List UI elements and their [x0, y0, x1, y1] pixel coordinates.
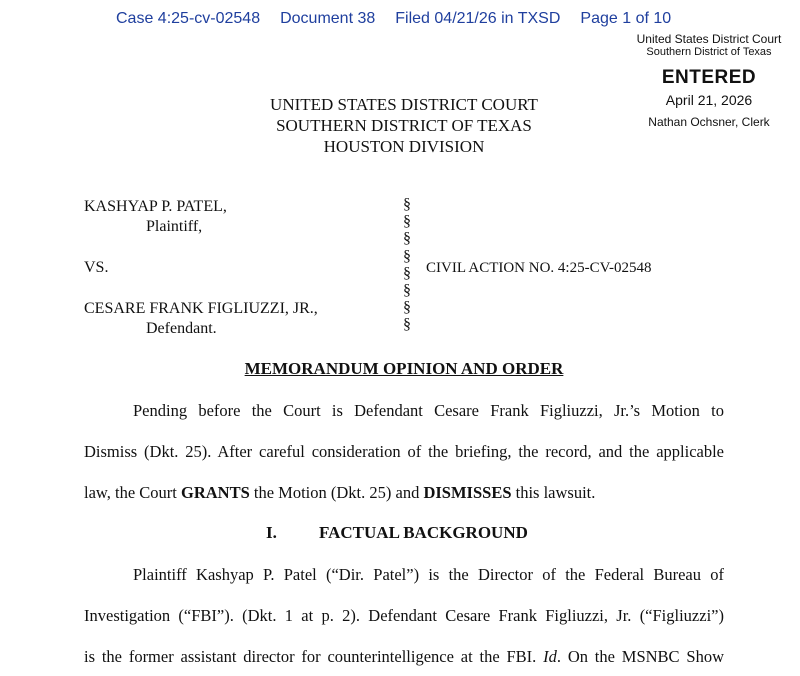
background-text: is the former assistant director for counterintelligence at the FBI.: [84, 647, 544, 666]
court-title: [200, 94, 608, 157]
versus-label: VS.: [84, 259, 109, 276]
section-heading: [266, 523, 528, 543]
case-number: Case 4:25-cv-02548: [116, 10, 261, 27]
stamp-status: ENTERED: [661, 67, 757, 88]
dismisses-keyword: DISMISSES: [423, 483, 512, 502]
intro-text: law, the Court: [84, 483, 181, 502]
memorandum-title: MEMORANDUM OPINION AND ORDER: [244, 359, 564, 378]
background-line-1: Plaintiff Kashyap P. Patel (“Dir. Patel”) is the Director of the Federal Bureau of: [133, 565, 724, 584]
background-line-2: Investigation (“FBI”). (Dkt. 1 at p. 2). Defendant Cesare Frank Figliuzzi, Jr. (“Figliuzzi”): [84, 606, 724, 625]
section-title: FACTUAL BACKGROUND: [319, 523, 528, 542]
court-title-line: HOUSTON DIVISION: [323, 137, 485, 156]
section-symbol-column: [400, 196, 414, 334]
section-symbol: §: [403, 281, 411, 299]
intro-text: the Motion (Dkt. 25) and: [249, 483, 424, 502]
section-symbol: §: [403, 264, 411, 282]
stamp-clerk: Nathan Ochsner, Clerk: [648, 115, 770, 129]
civil-action-number: CIVIL ACTION NO. 4:25-CV-02548: [426, 260, 652, 276]
intro-line-2: Dismiss (Dkt. 25). After careful consideration of the briefing, the record, and the applicable: [84, 442, 724, 461]
plaintiff-role: Plaintiff,: [146, 218, 203, 235]
background-line-3: [84, 647, 724, 667]
section-symbol: §: [403, 247, 411, 265]
grants-keyword: GRANTS: [181, 483, 250, 502]
plaintiff-name: KASHYAP P. PATEL,: [84, 198, 227, 215]
filed-date: Filed 04/21/26 in TXSD: [395, 10, 561, 27]
section-symbol: §: [403, 196, 411, 213]
intro-text: this lawsuit.: [511, 483, 596, 502]
court-title-line: SOUTHERN DISTRICT OF TEXAS: [276, 116, 532, 135]
entered-stamp: [618, 32, 800, 129]
section-symbol: §: [403, 299, 411, 317]
stamp-date: April 21, 2026: [665, 92, 753, 108]
background-text: . On the MSNBC Show: [556, 647, 724, 666]
section-symbol: §: [403, 213, 411, 231]
document-number: Document 38: [280, 10, 376, 27]
court-title-line: UNITED STATES DISTRICT COURT: [270, 95, 538, 114]
ecf-header: [116, 10, 671, 28]
section-symbol: §: [403, 230, 411, 248]
intro-line-3: [84, 483, 724, 503]
intro-line-1: Pending before the Court is Defendant Cesare Frank Figliuzzi, Jr.’s Motion to: [133, 401, 724, 420]
stamp-court: United States District Court: [636, 32, 782, 46]
section-number: I.: [266, 523, 277, 542]
defendant-role: Defendant.: [146, 320, 217, 337]
section-symbol: §: [403, 316, 411, 334]
stamp-district: Southern District of Texas: [646, 46, 772, 58]
defendant-name: CESARE FRANK FIGLIUZZI, JR.,: [84, 300, 318, 317]
id-citation: Id: [543, 647, 557, 666]
page-indicator: Page 1 of 10: [580, 10, 672, 27]
